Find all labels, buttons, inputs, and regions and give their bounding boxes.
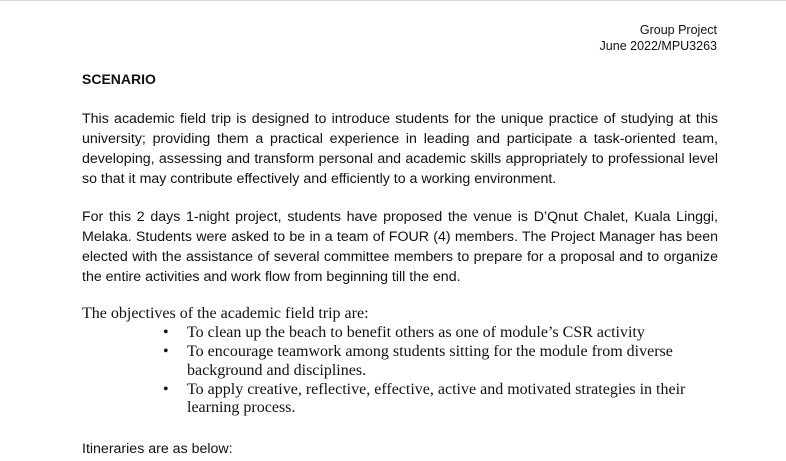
header-date-code: June 2022/MPU3263 [599, 39, 717, 53]
page-top-border [0, 0, 786, 1]
objective-text: To apply creative, reflective, effective, active and motivated strategies in their learning process. [187, 380, 686, 416]
objective-text: To encourage teamwork among students sitting for the module from diverse background and disciplines. [187, 343, 673, 379]
objectives-intro: The objectives of the academic field trip are: [82, 305, 369, 322]
itineraries-label: Itineraries are as below: [82, 441, 233, 457]
bullet-icon: • [163, 324, 169, 341]
bullet-icon: • [163, 343, 169, 360]
list-item [163, 324, 723, 343]
paragraph-venue: For this 2 days 1-night project, students have proposed the venue is D’Qnut Chalet, Kuala Linggi, Melaka. Students were asked to be in a team of FOUR (4) members. The Project Manager has been elected with the assistance of several committee members to prepare for a proposal and to organize the entire activities and work flow from beginning till the end. [82, 209, 718, 285]
objectives-list [163, 324, 723, 418]
section-title: SCENARIO [82, 71, 156, 87]
bullet-icon: • [163, 380, 169, 398]
header-course-type: Group Project [639, 23, 717, 37]
list-item [163, 343, 723, 380]
list-item [163, 381, 723, 418]
objective-text: To clean up the beach to benefit others as one of module’s CSR activity [187, 324, 645, 341]
document-header [600, 22, 717, 54]
paragraph-intro: This academic field trip is designed to introduce students for the unique practice of studying at this university; providing them a practical experience in leading and participate a task-oriented team, developing, assessing and transform personal and academic skills appropriately to professional level so that it may contribute effectively and efficiently to a working environment. [82, 111, 718, 187]
